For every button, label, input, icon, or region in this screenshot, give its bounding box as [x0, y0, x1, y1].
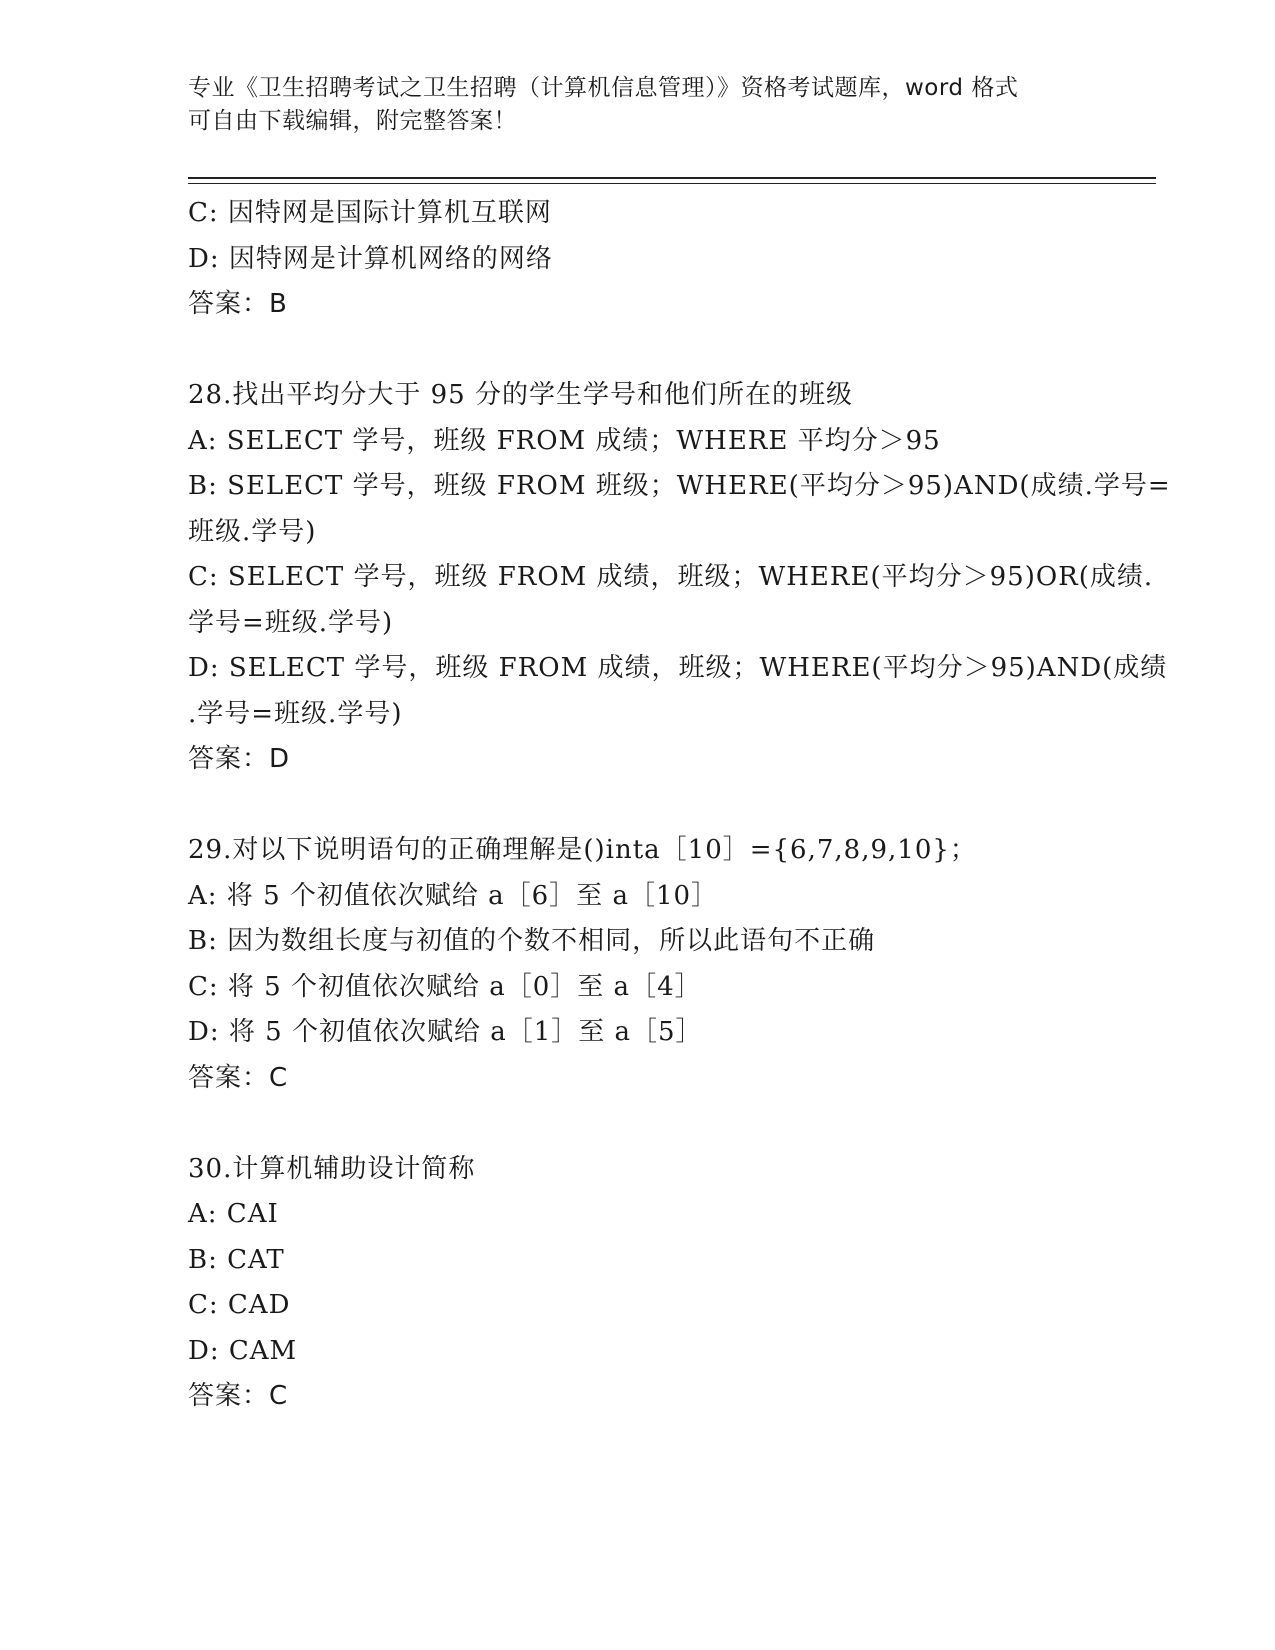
question-stem: 28.找出平均分大于 95 分的学生学号和他们所在的班级	[188, 380, 853, 410]
question-stem: 30.计算机辅助设计简称	[188, 1153, 476, 1184]
option-line: D: 因特网是计算机网络的网络	[188, 243, 553, 274]
option-line: C: CAD	[188, 1290, 291, 1320]
question-30	[188, 1147, 1128, 1420]
spacer	[188, 783, 1128, 829]
question-29	[188, 828, 1128, 1101]
option-line: D: CAM	[188, 1335, 298, 1366]
option-line: C: 将 5 个初值依次赋给 a［0］至 a［4］	[188, 971, 702, 1002]
option-line: C: 因特网是国际计算机互联网	[188, 198, 552, 228]
option-line-continued: .学号=班级.学号)	[188, 698, 403, 729]
header-line-1: 专业《卫生招聘考试之卫生招聘（计算机信息管理）》资格考试题库，word 格式	[188, 75, 1019, 101]
answer-line: 答案：C	[188, 1062, 289, 1093]
question-27-tail	[188, 191, 1128, 328]
answer-line: 答案：B	[188, 289, 288, 319]
option-line: A: 将 5 个初值依次赋给 a［6］至 a［10］	[188, 880, 719, 911]
spacer	[188, 1101, 1128, 1147]
option-line: A: SELECT 学号，班级 FROM 成绩；WHERE 平均分＞95	[188, 425, 941, 456]
question-28	[188, 373, 1171, 783]
document-header	[188, 72, 1088, 138]
option-line: C: SELECT 学号，班级 FROM 成绩，班级；WHERE(平均分＞95)OR(成绩.	[188, 562, 1154, 592]
option-line: D: 将 5 个初值依次赋给 a［1］至 a［5］	[188, 1017, 703, 1047]
header-line-2: 可自由下载编辑，附完整答案！	[188, 108, 517, 134]
option-line: A: CAI	[188, 1199, 279, 1229]
answer-line: 答案：C	[188, 1381, 289, 1411]
option-line: B: SELECT 学号，班级 FROM 班级；WHERE(平均分＞95)AND(成绩.学号=	[188, 471, 1171, 501]
document-body	[188, 191, 1171, 1420]
spacer	[188, 328, 1128, 374]
header-rule-thin	[188, 183, 1156, 184]
option-line-continued: 学号=班级.学号)	[188, 607, 394, 638]
option-line: B: CAT	[188, 1244, 285, 1275]
option-line-continued: 班级.学号)	[188, 516, 317, 547]
answer-line: 答案：D	[188, 744, 291, 774]
option-line: D: SELECT 学号，班级 FROM 成绩，班级；WHERE(平均分＞95)AND(成绩	[188, 653, 1168, 683]
question-stem: 29.对以下说明语句的正确理解是()inta［10］={6,7,8,9,10}；	[188, 835, 977, 865]
option-line: B: 因为数组长度与初值的个数不相同，所以此语句不正确	[188, 926, 876, 956]
header-rule-thick	[188, 177, 1156, 179]
